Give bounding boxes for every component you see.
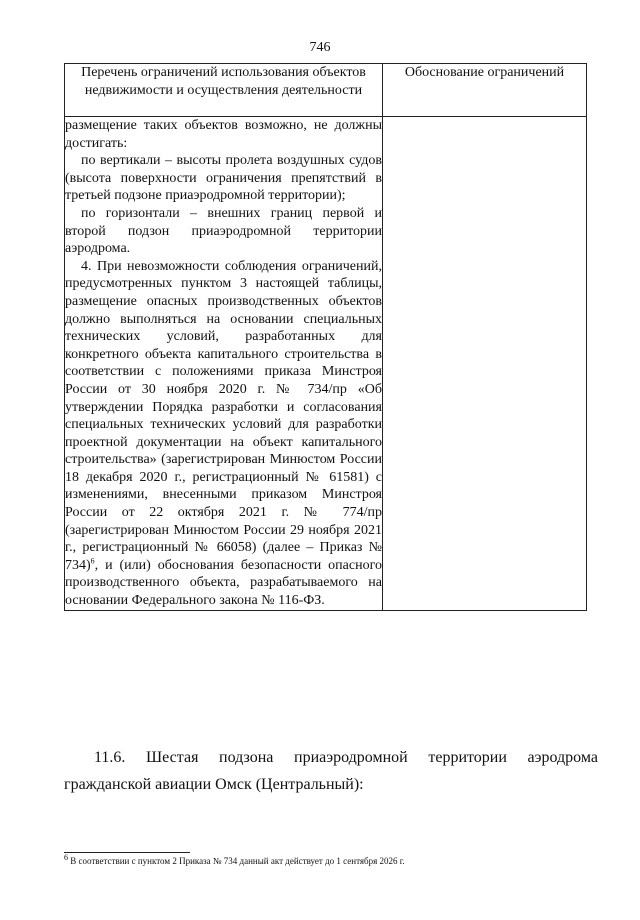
footnote-text: В соответствии с пунктом 2 Приказа № 734 данный акт действует до 1 сентября 2026 г. — [68, 856, 405, 866]
paragraph-vertical: по вертикали – высоты пролета воздушных судов (высота поверхности ограничения препятствий в третьей подзоне приаэродромной территории); — [65, 153, 382, 204]
footnote — [64, 853, 604, 867]
paragraph-continuation: размещение таких объектов возможно, не должны достигать: — [65, 118, 382, 151]
header-justification: Обоснование ограничений — [383, 64, 587, 117]
restrictions-table — [64, 63, 587, 611]
page-number: 746 — [309, 40, 331, 55]
paragraph-horizontal: по горизонтали – внешних границ первой и второй подзон приаэродромной территории аэродрома. — [65, 205, 382, 257]
restrictions-cell — [65, 117, 383, 611]
footnote-divider — [64, 852, 190, 853]
footnote-mark: 6 — [64, 853, 68, 862]
item-4-tail: , и (или) обоснования безопасности опасного производственного объекта, разрабатываемого на основании Федерального закона № 116-ФЗ. — [65, 557, 382, 609]
justification-cell — [383, 117, 587, 611]
section-heading: 11.6. Шестая подзона приаэродромной территории аэродрома гражданской авиации Омск (Центральный): — [64, 749, 598, 793]
table-header-row — [65, 64, 587, 117]
item-4-text: 4. При невозможности соблюдения ограничений, предусмотренных пунктом 3 настоящей таблицы, размещение опасных производственных объектов должно выполняться на основании специальных технических условий, разработанных для конкретного объекта капитального строительства в соответствии с положениями приказа Минстроя России от 30 ноября 2020 г. № 734/пр «Об утверждении Порядка разработки и согласования специальных технических условий для разработки проектной документации на объект капитального строительства» (зарегистрирован Минюстом России 18 декабря 2020 г., регистрационный № 61581) с изменениями, внесенными приказом Минстроя России от 22 октября 2021 г. № 774/пр (зарегистрирован Минюстом России 29 ноября 2021 г., регистрационный № 66058) (далее – Приказ № 734) — [65, 258, 382, 573]
header-restrictions-list: Перечень ограничений использования объектов недвижимости и осуществления деятельности — [65, 64, 383, 117]
footnote-reference[interactable]: 6 — [90, 556, 95, 566]
table-row — [65, 117, 587, 611]
paragraph-item-4 — [65, 258, 382, 610]
